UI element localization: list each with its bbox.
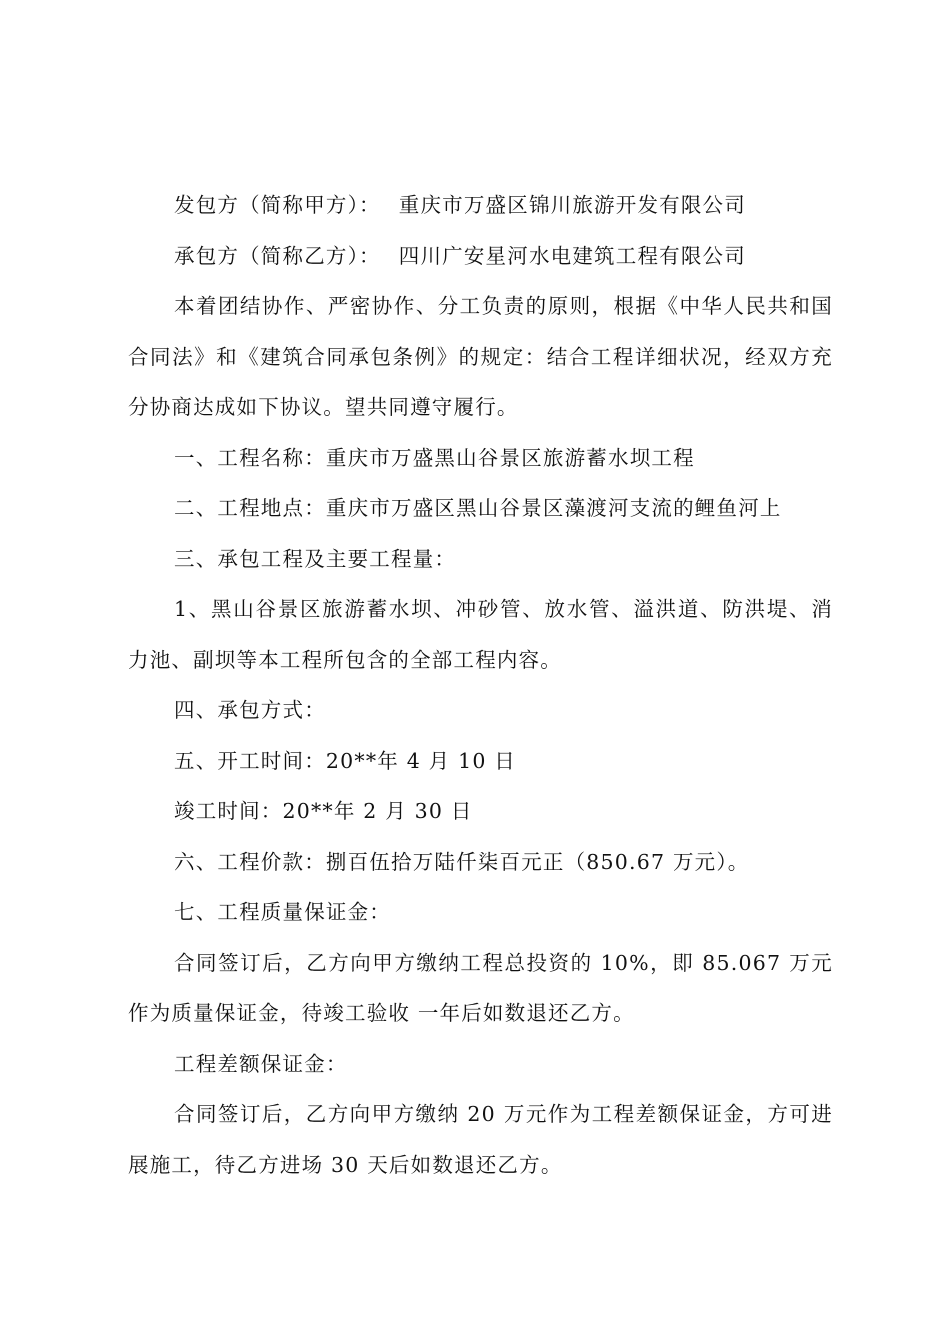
preamble-paragraph: 本着团结协作、严密协作、分工负责的原则，根据《中华人民共和国合同法》和《建筑合同承包条例》的规定：结合工程详细状况，经双方充分协商达成如下协议。望共同遵守履行。 bbox=[128, 294, 833, 419]
difference-deposit-text: 合同签订后，乙方向甲方缴纳 20 万元作为工程差额保证金，方可进展施工，待乙方进场 30 天后如数退还乙方。 bbox=[128, 1102, 833, 1177]
employer-line bbox=[128, 180, 833, 231]
quality-deposit-text: 合同签订后，乙方向甲方缴纳工程总投资的 10%，即 85.067 万元作为质量保证金，待竣工验收 一年后如数退还乙方。 bbox=[128, 950, 833, 1025]
contract-price-clause: 六、工程价款：捌百伍拾万陆仟柒百元正（850.67 万元）。 bbox=[174, 849, 750, 874]
start-date-clause: 五、开工时间：20**年 4 月 10 日 bbox=[174, 748, 516, 773]
contract-body bbox=[128, 180, 833, 1190]
employer-label: 发包方（简称甲方）： bbox=[174, 193, 381, 217]
project-location-clause: 二、工程地点：重庆市万盛区黑山谷景区藻渡河支流的鲤鱼河上 bbox=[174, 496, 782, 520]
contractor-name: 四川广安星河水电建筑工程有限公司 bbox=[398, 243, 746, 268]
contract-method-clause: 四、承包方式： bbox=[174, 698, 326, 722]
completion-date-clause: 竣工时间：20**年 2 月 30 日 bbox=[174, 799, 473, 823]
contractor-line bbox=[128, 231, 833, 282]
employer-name: 重庆市万盛区锦川旅游开发有限公司 bbox=[398, 193, 746, 217]
scope-clause-heading: 三、承包工程及主要工程量： bbox=[174, 546, 457, 571]
scope-clause-item: 1、黑山谷景区旅游蓄水坝、冲砂管、放水管、溢洪道、防洪堤、消力池、副坝等本工程所包含的全部工程内容。 bbox=[128, 597, 833, 672]
difference-deposit-heading: 工程差额保证金： bbox=[174, 1051, 348, 1076]
project-name-clause: 一、工程名称：重庆市万盛黑山谷景区旅游蓄水坝工程 bbox=[174, 445, 695, 470]
contractor-label: 承包方（简称乙方）： bbox=[174, 243, 381, 268]
quality-deposit-heading: 七、工程质量保证金： bbox=[174, 900, 391, 924]
